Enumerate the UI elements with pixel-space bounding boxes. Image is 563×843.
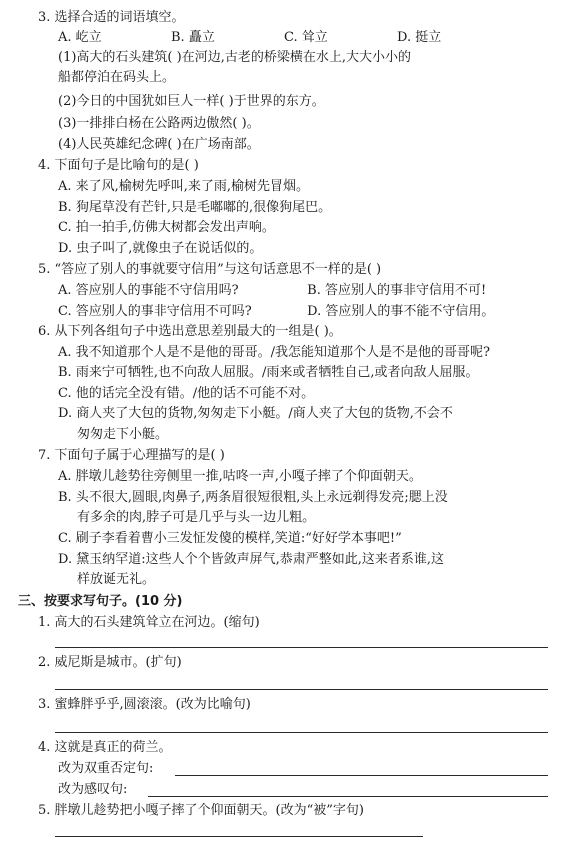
s3-item-2: 2. 威尼斯是城市。(扩句) (38, 655, 182, 670)
q5-option-b: B. 答应别人的事非守信用不可! (307, 283, 487, 298)
s3-answer-line-1[interactable] (55, 647, 548, 648)
q3-item-4: (4)人民英雄纪念碑( )在广场南部。 (58, 137, 260, 152)
q3-option-d: D. 挺立 (397, 30, 442, 45)
q6-option-d: D. 商人夹了大包的货物,匆匆走下小艇。/商人夹了大包的货物,不会不 (58, 406, 453, 421)
q4-option-c: C. 拍一拍手,仿佛大树都会发出声响。 (58, 220, 275, 235)
q3-item-1: (1)高大的石头建筑( )在河边,古老的桥梁横在水上,大大小小的 (58, 50, 411, 65)
s3-answer-line-4a[interactable] (175, 775, 548, 776)
q4-option-d: D. 虫子叫了,就像虫子在说话似的。 (58, 241, 263, 256)
s3-answer-line-2[interactable] (55, 689, 548, 690)
q6-option-b: B. 雨来宁可牺牲,也不向敌人屈服。/雨来或者牺牲自己,或者向敌人屈服。 (58, 365, 479, 380)
q5-options-row-1 (58, 283, 486, 299)
q5-options-row-2 (58, 304, 494, 320)
s3-answer-line-3[interactable] (55, 732, 548, 733)
s3-item-3: 3. 蜜蜂胖乎乎,圆滚滚。(改为比喻句) (38, 697, 251, 712)
q5-option-d: D. 答应别人的事不能不守信用。 (307, 304, 495, 319)
q7-option-b-cont: 有多余的肉,脖子可是几乎与头一边儿粗。 (77, 510, 316, 525)
q3-item-1-cont: 船都停泊在码头上。 (58, 70, 176, 85)
s3-item-4: 4. 这就是真正的荷兰。 (38, 740, 172, 755)
q3-item-2: (2)今日的中国犹如巨人一样( )于世界的东方。 (58, 94, 325, 109)
q6-option-d-cont: 匆匆走下小艇。 (77, 427, 169, 442)
q5-option-c: C. 答应别人的事非守信用不可吗? (58, 304, 252, 319)
q6-option-a: A. 我不知道那个人是不是他的哥哥。/我怎能知道那个人是不是他的哥哥呢? (58, 345, 491, 360)
q3-options (58, 30, 441, 46)
q7-option-d: D. 黛玉纳罕道:这些人个个皆敛声屏气,恭肃严整如此,这来者系谁,这 (58, 552, 445, 567)
section-3-heading: 三、按要求写句子。(10 分) (18, 594, 183, 609)
q3-stem: 3. 选择合适的词语填空。 (38, 10, 185, 25)
q3-option-a: A. 屹立 (58, 30, 102, 45)
q3-item-3: (3)一排排白杨在公路两边傲然( )。 (58, 116, 260, 131)
s3-item-5: 5. 胖墩儿趁势把小嘎子摔了个仰面朝天。(改为“被”字句) (38, 803, 364, 818)
q3-option-c: C. 耸立 (284, 30, 328, 45)
s3-answer-line-5[interactable] (55, 836, 423, 837)
q5-option-a: A. 答应别人的事能不守信用吗? (58, 283, 239, 298)
s3-item-4-double-negative-label: 改为双重否定句: (58, 761, 154, 776)
q6-stem: 6. 从下列各组句子中选出意思差别最大的一组是( )。 (38, 324, 342, 339)
q3-option-b: B. 矗立 (171, 30, 215, 45)
s3-item-1: 1. 高大的石头建筑耸立在河边。(缩句) (38, 615, 260, 630)
q5-stem: 5. “答应了别人的事就要守信用”与这句话意思不一样的是( ) (38, 262, 382, 277)
q6-option-c: C. 他的话完全没有错。/他的话不可能不对。 (58, 386, 315, 401)
q7-option-c: C. 刷子李看着曹小三发怔发傻的模样,笑道:“好好学本事吧!” (58, 531, 402, 546)
q7-option-b: B. 头不很大,圆眼,肉鼻子,两条眉很短很粗,头上永远剃得发亮;腮上没 (58, 490, 448, 505)
q7-option-d-cont: 样放诞无礼。 (77, 572, 156, 587)
s3-answer-line-4b[interactable] (148, 796, 548, 797)
q4-option-a: A. 来了风,榆树先呼叫,来了雨,榆树先冒烟。 (58, 179, 310, 194)
s3-item-4-exclamation-label: 改为感叹句: (58, 782, 128, 797)
q4-option-b: B. 狗尾草没有芒针,只是毛嘟嘟的,很像狗尾巴。 (58, 200, 332, 215)
q7-stem: 7. 下面句子属于心理描写的是( ) (38, 448, 225, 463)
q7-option-a: A. 胖墩儿趁势往旁侧里一推,咕咚一声,小嘎子摔了个仰面朝天。 (58, 469, 422, 484)
q4-stem: 4. 下面句子是比喻句的是( ) (38, 158, 199, 173)
